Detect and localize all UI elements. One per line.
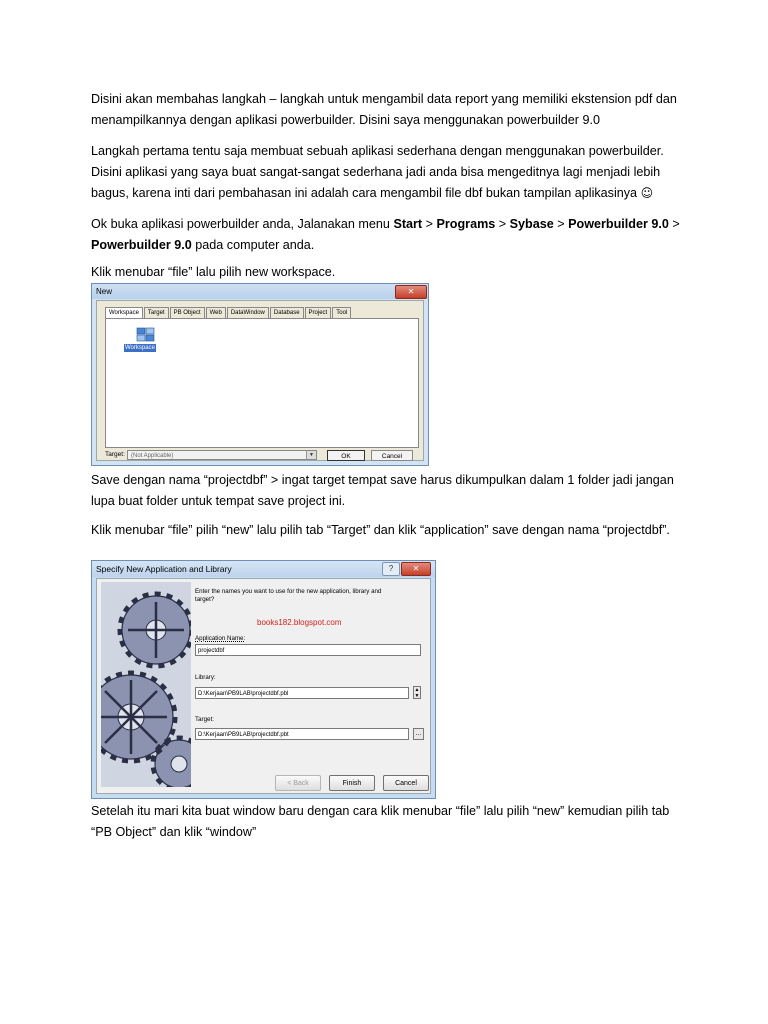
menu-separator: >: [495, 217, 510, 231]
new-dialog-screenshot: [91, 283, 429, 466]
gears-illustration: [101, 582, 191, 787]
menu-sybase: Sybase: [509, 217, 554, 231]
cancel-button[interactable]: Cancel: [371, 450, 413, 461]
app-dialog-title: Specify New Application and Library: [92, 561, 435, 577]
new-window-paragraph: Setelah itu mari kita buat window baru dengan cara klik menubar “file” lalu pilih “new” kemudian pilih tab “PB Object” dan klik “window”: [91, 804, 670, 839]
menu-instruction-tail: pada computer anda.: [191, 238, 315, 252]
target-select[interactable]: [127, 450, 317, 460]
menu-programs: Programs: [436, 217, 496, 231]
menu-separator: >: [553, 217, 569, 231]
tab-project[interactable]: Project: [305, 307, 332, 318]
new-dialog-title: New: [92, 284, 428, 299]
new-workspace-paragraph: Klik menubar “file” lalu pilih new workspace.: [91, 265, 336, 279]
intro-paragraph: Disini akan membahas langkah – langkah untuk mengambil data report yang memiliki ekstension pdf dan menampilkannya dengan aplikasi powerbuilder. Disini saya menggunakan powerbuilder 9.0: [91, 92, 677, 127]
workspace-item-label[interactable]: Workspace: [125, 345, 155, 351]
workspace-icon[interactable]: [136, 327, 156, 343]
tab-workspace[interactable]: Workspace: [105, 307, 143, 318]
new-target-paragraph: Klik menubar “file” pilih “new” lalu pilih tab “Target” dan klik “application” save dengan nama “projectdbf”.: [91, 523, 670, 537]
library-input[interactable]: D:\Kerjaan\PB9LAB\projectdbf.pbl: [195, 687, 409, 699]
tab-database[interactable]: Database: [270, 307, 304, 318]
close-icon[interactable]: ✕: [401, 562, 431, 576]
menu-powerbuilder: Powerbuilder 9.0: [568, 217, 669, 231]
target-label: Target:: [195, 716, 214, 723]
help-icon[interactable]: ?: [382, 562, 400, 576]
new-dialog-body: [96, 300, 424, 461]
smiley-icon: ☺: [640, 186, 654, 200]
new-application-dialog-screenshot: [91, 560, 436, 799]
new-dialog-tabs: [105, 307, 352, 318]
tab-datawindow[interactable]: DataWindow: [227, 307, 269, 318]
target-label: Target:: [105, 451, 125, 458]
application-name-input[interactable]: projectdbf: [195, 644, 421, 656]
tab-target[interactable]: Target: [144, 307, 169, 318]
tab-web[interactable]: Web: [206, 307, 226, 318]
menu-start: Start: [393, 217, 423, 231]
workspace-item-pane: [105, 318, 419, 448]
application-name-label: Application Name:: [195, 635, 246, 642]
close-icon[interactable]: ✕: [395, 285, 427, 299]
library-spin-icon[interactable]: ▲ ▼: [414, 687, 420, 699]
blog-watermark: books182.blogspot.com: [257, 618, 342, 627]
ok-button[interactable]: OK: [327, 450, 365, 461]
target-select-value: (Not Applicable): [131, 453, 174, 459]
menu-powerbuilder-app: Powerbuilder 9.0: [91, 238, 192, 252]
library-label: Library:: [195, 674, 216, 681]
back-button[interactable]: < Back: [275, 775, 321, 791]
save-workspace-paragraph: Save dengan nama “projectdbf” > ingat target tempat save harus dikumpulkan dalam 1 folder jadi jangan lupa buat folder untuk tempat save project ini.: [91, 473, 674, 508]
target-input[interactable]: D:\Kerjaan\PB9LAB\projectdbf.pbt: [195, 728, 409, 740]
instructions-text: Enter the names you want to use for the new application, library and target?: [195, 588, 382, 603]
open-powerbuilder-paragraph: [91, 214, 681, 256]
first-step-paragraph: [91, 141, 681, 204]
menu-separator: >: [422, 217, 437, 231]
cancel-button[interactable]: Cancel: [383, 775, 429, 791]
gears-icon: [101, 582, 191, 787]
menu-instruction-text: Ok buka aplikasi powerbuilder anda, Jalanakan menu: [91, 217, 394, 231]
finish-button[interactable]: Finish: [329, 775, 375, 791]
tab-pb-object[interactable]: PB Object: [170, 307, 205, 318]
chevron-down-icon[interactable]: ▼: [306, 451, 316, 459]
app-dialog-body: [96, 578, 431, 794]
browse-button[interactable]: ...: [413, 728, 424, 740]
menu-separator: >: [668, 217, 680, 231]
tab-tool[interactable]: Tool: [332, 307, 351, 318]
first-step-text: Langkah pertama tentu saja membuat sebuah aplikasi sederhana dengan menggunakan powerbuilder. Disini aplikasi yang saya buat sangat-sangat sederhana jadi anda bisa mengeditnya lagi menjadi lebih bagus, karena inti dari pembahasan ini adalah cara mengambil file dbf bukan tampilan aplikasinya: [91, 144, 664, 200]
